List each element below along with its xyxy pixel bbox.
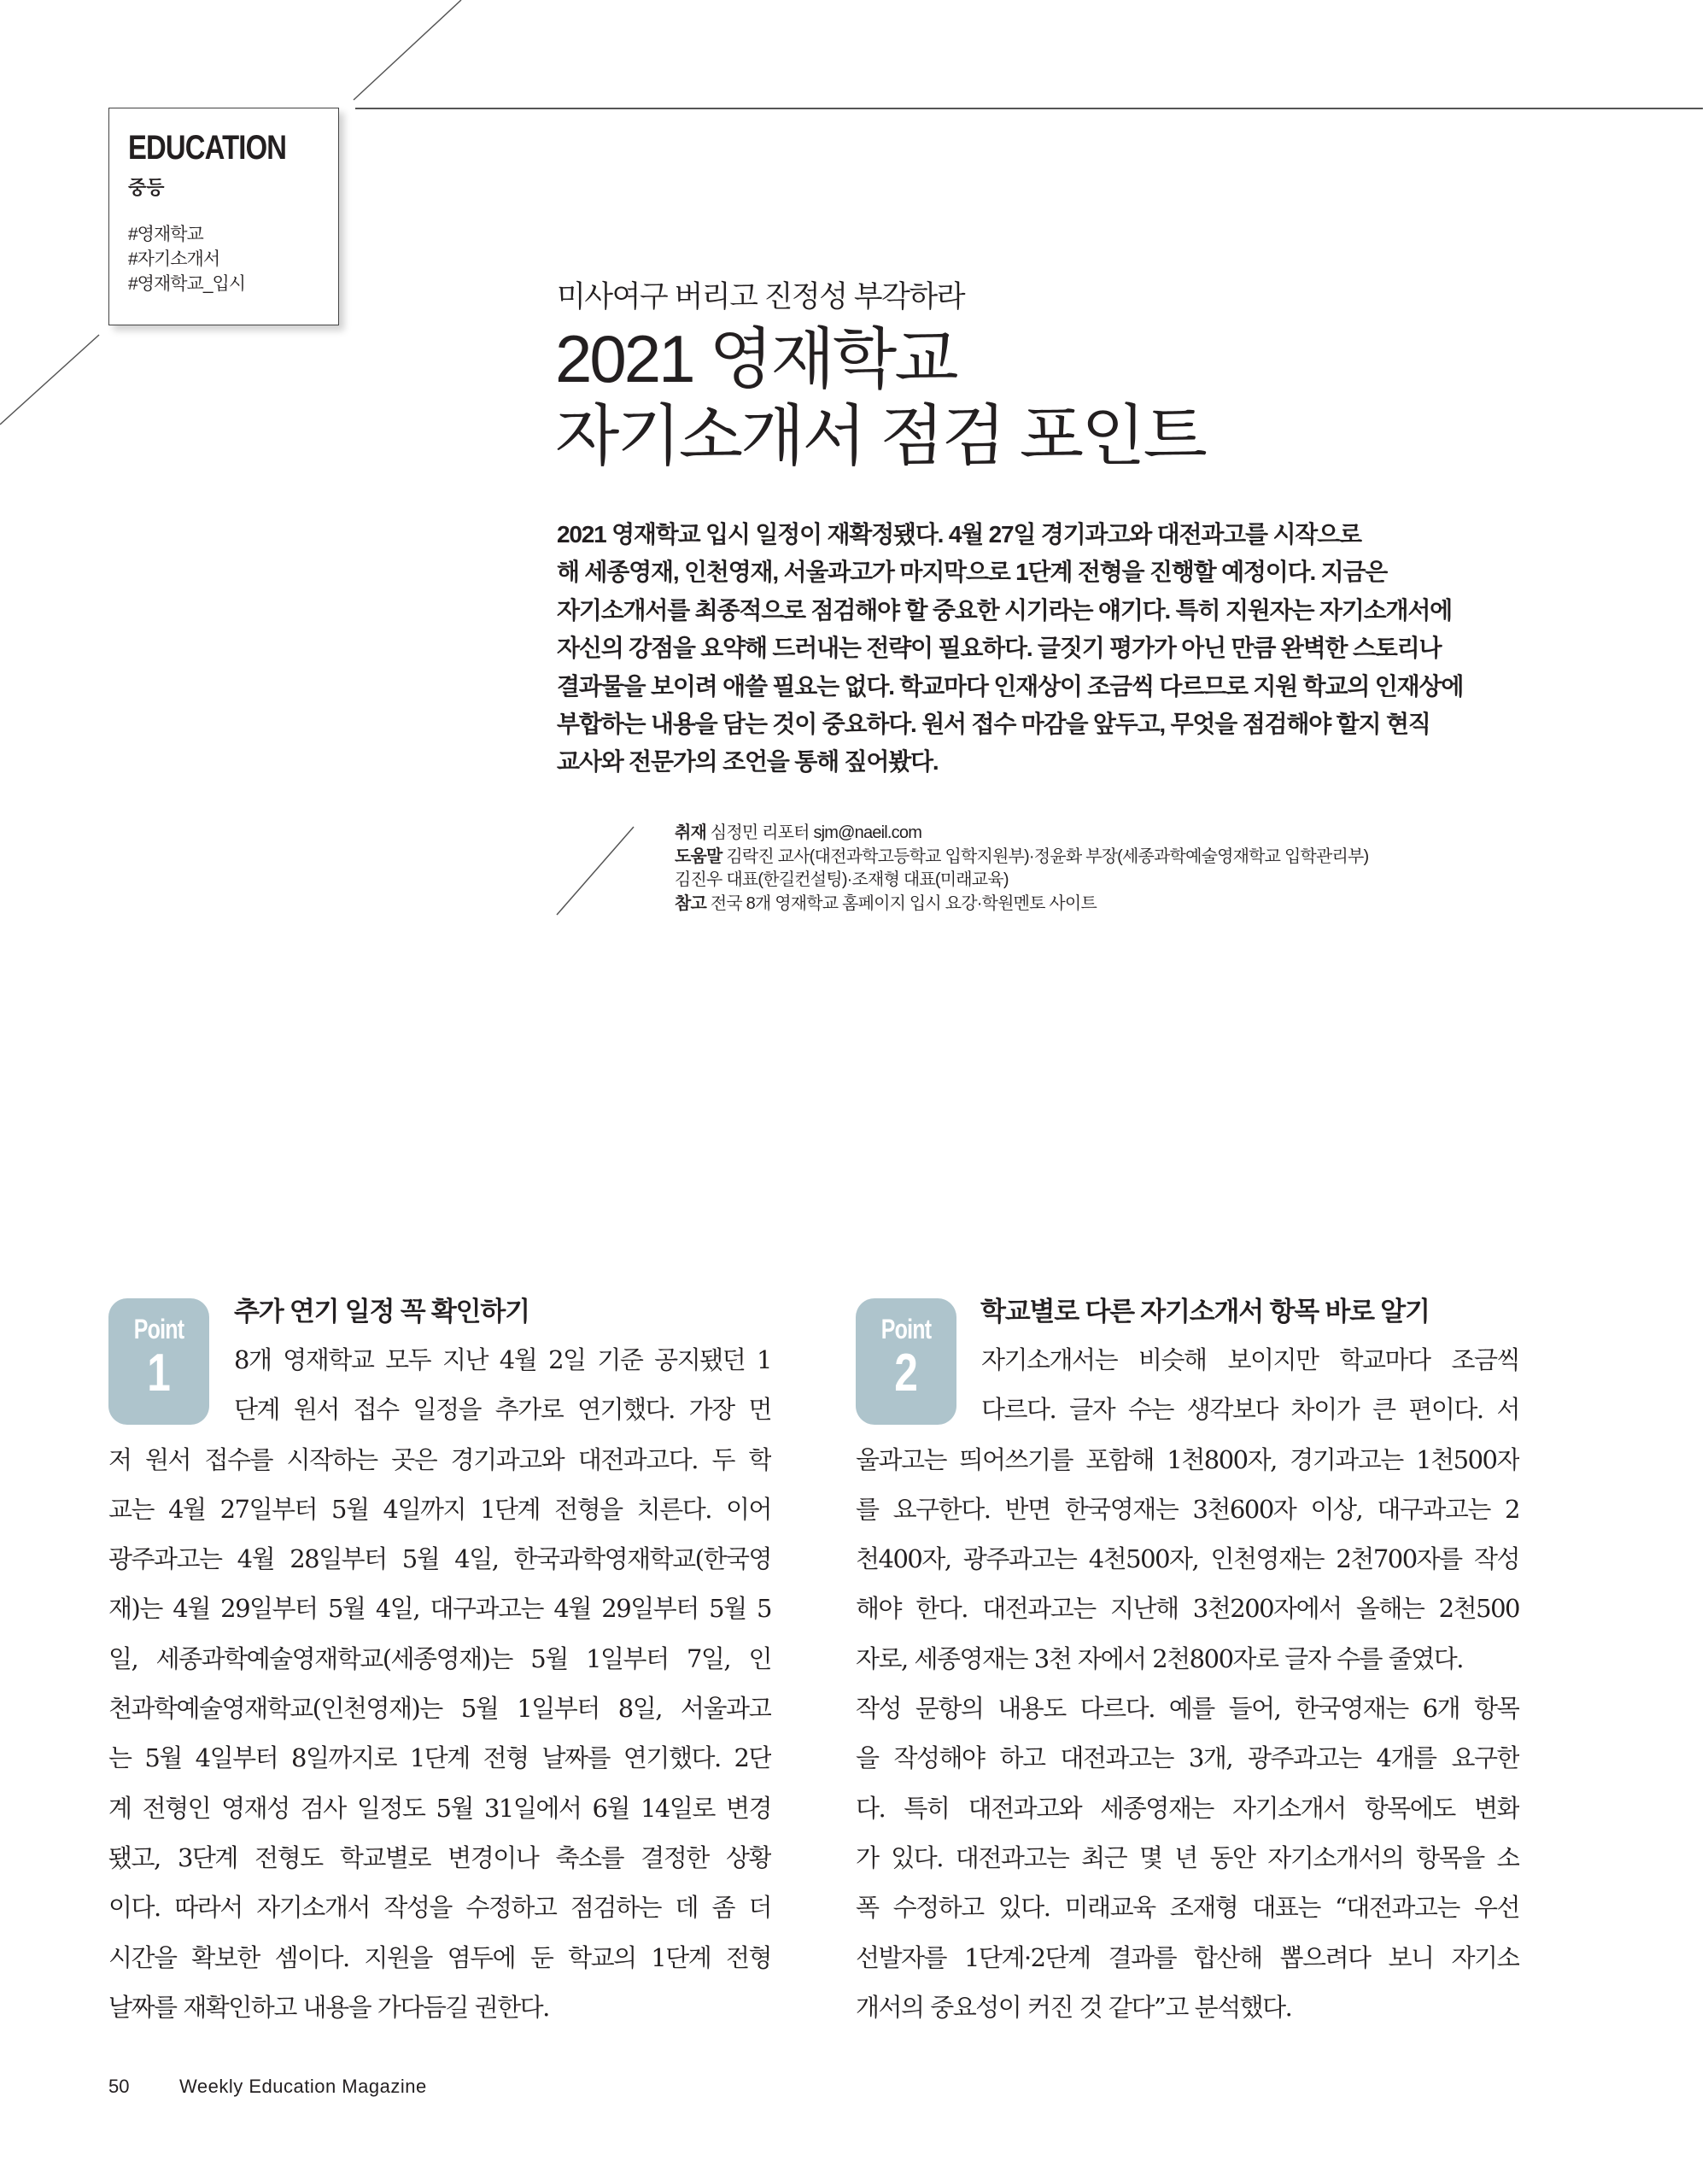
hashtag-list: [128, 222, 245, 296]
body-line: 는 5월 4일부터 8일까지로 1단계 전형 날짜를 연기했다. 2단: [108, 1743, 771, 1773]
lead-line: 2021 영재학교 입시 일정이 재확정됐다. 4월 27일 경기과고와 대전과고를 시작으로: [557, 521, 1361, 548]
header-rule: [355, 108, 1703, 109]
point-badge-label: Point: [880, 1314, 932, 1344]
article-lead: [557, 516, 1505, 782]
body-line: 단계 원서 접수 일정을 추가로 연기했다. 가장 먼: [234, 1395, 771, 1425]
section-tag-box: [108, 108, 339, 325]
advisors: 김락진 교사(대전과학고등학교 입학지원부)·정윤화 부장(세종과학예술영재학교 입학관리부): [726, 846, 1369, 866]
body-line: 를 요구한다. 반면 한국영재는 3천600자 이상, 대구과고는 2: [856, 1494, 1519, 1524]
magazine-name: Weekly Education Magazine: [179, 2076, 427, 2097]
lead-line: 결과물을 보이려 애쓸 필요는 없다. 학교마다 인재상이 조금씩 다르므로 지원 학교의 인재상에: [557, 672, 1464, 700]
diagonal-line-credits: [557, 827, 634, 915]
body-line: 을 작성해야 하고 대전과고는 3개, 광주과고는 4개를 요구한: [856, 1743, 1519, 1773]
body-line: 가 있다. 대전과고는 최근 몇 년 동안 자기소개서의 항목을 소: [856, 1842, 1519, 1872]
body-line: 광주과고는 4월 28일부터 5월 4일, 한국과학영재학교(한국영: [108, 1544, 771, 1574]
credit-label: 도움말: [675, 846, 722, 866]
references: 전국 8개 영재학교 홈페이지 입시 요강·학원멘토 사이트: [710, 893, 1097, 913]
body-line: 일, 세종과학예술영재학교(세종영재)는 5월 1일부터 7일, 인: [108, 1643, 771, 1673]
body-line: 됐고, 3단계 전형도 학교별로 변경이나 축소를 결정한 상황: [108, 1842, 771, 1872]
body-line: 자로, 세종영재는 3천 자에서 2천800자로 글자 수를 줄였다.: [856, 1643, 1464, 1673]
body-line: 울과고는 띄어쓰기를 포함해 1천800자, 경기과고는 1천500자: [856, 1444, 1519, 1474]
point-heading-2: 학교별로 다른 자기소개서 항목 바로 알기: [980, 1297, 1430, 1327]
hashtag: #자기소개서: [128, 249, 220, 269]
section-grade: 중등: [128, 177, 165, 198]
body-line: 교는 4월 27일부터 5월 4일까지 1단계 전형을 치른다. 이어: [108, 1494, 771, 1524]
body-line: 자기소개서는 비슷해 보이지만 학교마다 조금씩: [981, 1345, 1519, 1374]
body-line: 다르다. 글자 수는 생각보다 차이가 큰 편이다. 서: [981, 1395, 1519, 1425]
lead-line: 부합하는 내용을 담는 것이 중요하다. 원서 접수 마감을 앞두고, 무엇을 점검해야 할지 현직: [557, 711, 1430, 738]
point-body-1: [108, 1335, 771, 2032]
body-line: 천과학예술영재학교(인천영재)는 5월 1일부터 8일, 서울과고: [108, 1694, 771, 1724]
body-line: 8개 영재학교 모두 지난 4월 2일 기준 공지됐던 1: [234, 1345, 771, 1374]
point-badge-number: 1: [147, 1344, 171, 1403]
body-line: 작성 문항의 내용도 다르다. 예를 들어, 한국영재는 6개 항목: [856, 1694, 1519, 1724]
lead-line: 해 세종영재, 인천영재, 서울과고가 마지막으로 1단계 전형을 진행할 예정이다. 지금은: [557, 559, 1388, 586]
point-badge-number: 2: [894, 1344, 918, 1403]
point-heading-1: 추가 연기 일정 꼭 확인하기: [234, 1297, 529, 1327]
body-line: 해야 한다. 대전과고는 지난해 3천200자에서 올해는 2천500: [856, 1594, 1519, 1624]
body-line: 저 원서 접수를 시작하는 곳은 경기과고와 대전과고다. 두 학: [108, 1444, 771, 1474]
reporter: 심정민 리포터 sjm@naeil.com: [710, 823, 922, 842]
credit-label: 참고: [675, 893, 707, 913]
body-line: 날짜를 재확인하고 내용을 가다듬길 권한다.: [108, 1992, 549, 2022]
body-line: 시간을 확보한 셈이다. 지원을 염두에 둔 학교의 1단계 전형: [108, 1942, 771, 1972]
body-line: 선발자를 1단계·2단계 결과를 합산해 뽑으려다 보니 자기소: [856, 1942, 1519, 1972]
point-badge-label: Point: [133, 1314, 184, 1344]
credit-label: 취재: [675, 823, 707, 842]
body-line: 개서의 중요성이 커진 것 같다”고 분석했다.: [856, 1992, 1292, 2022]
hashtag: #영재학교: [128, 225, 203, 244]
body-line: 폭 수정하고 있다. 미래교육 조재형 대표는 “대전과고는 우선: [856, 1893, 1519, 1923]
body-line: 재)는 4월 29일부터 5월 4일, 대구과고는 4월 29일부터 5월 5: [108, 1594, 771, 1624]
body-line: 이다. 따라서 자기소개서 작성을 수정하고 점검하는 데 좀 더: [108, 1893, 771, 1923]
advisors-continued: 김진우 대표(한길컨설팅)·조재형 대표(미래교육): [675, 870, 1009, 890]
point-body-2: [856, 1335, 1519, 2032]
section-category: EDUCATION: [128, 129, 287, 167]
article-credits: [675, 822, 1368, 916]
article-subtitle: 미사여구 버리고 진정성 부각하라: [557, 280, 965, 313]
lead-line: 자신의 강점을 요약해 드러내는 전략이 필요하다. 글짓기 평가가 아닌 만큼 완벽한 스토리나: [557, 635, 1442, 662]
article-title: [555, 320, 1205, 474]
body-line: 계 전형인 영재성 검사 일정도 5월 31일에서 6월 14일로 변경: [108, 1793, 771, 1823]
lead-line: 교사와 전문가의 조언을 통해 짚어봤다.: [557, 748, 939, 776]
page-number: 50: [108, 2076, 130, 2097]
diagonal-line-top: [354, 0, 461, 100]
body-line: 다. 특히 대전과고와 세종영재는 자기소개서 항목에도 변화: [856, 1793, 1519, 1823]
lead-line: 자기소개서를 최종적으로 점검해야 할 중요한 시기라는 얘기다. 특히 지원자는 자기소개서에: [557, 596, 1453, 624]
title-line: 자기소개서 점검 포인트: [555, 398, 1205, 473]
title-line: 2021 영재학교: [555, 321, 956, 396]
diagonal-line-left: [0, 335, 99, 425]
body-line: 천400자, 광주과고는 4천500자, 인천영재는 2천700자를 작성: [856, 1544, 1519, 1574]
hashtag: #영재학교_입시: [128, 274, 246, 294]
